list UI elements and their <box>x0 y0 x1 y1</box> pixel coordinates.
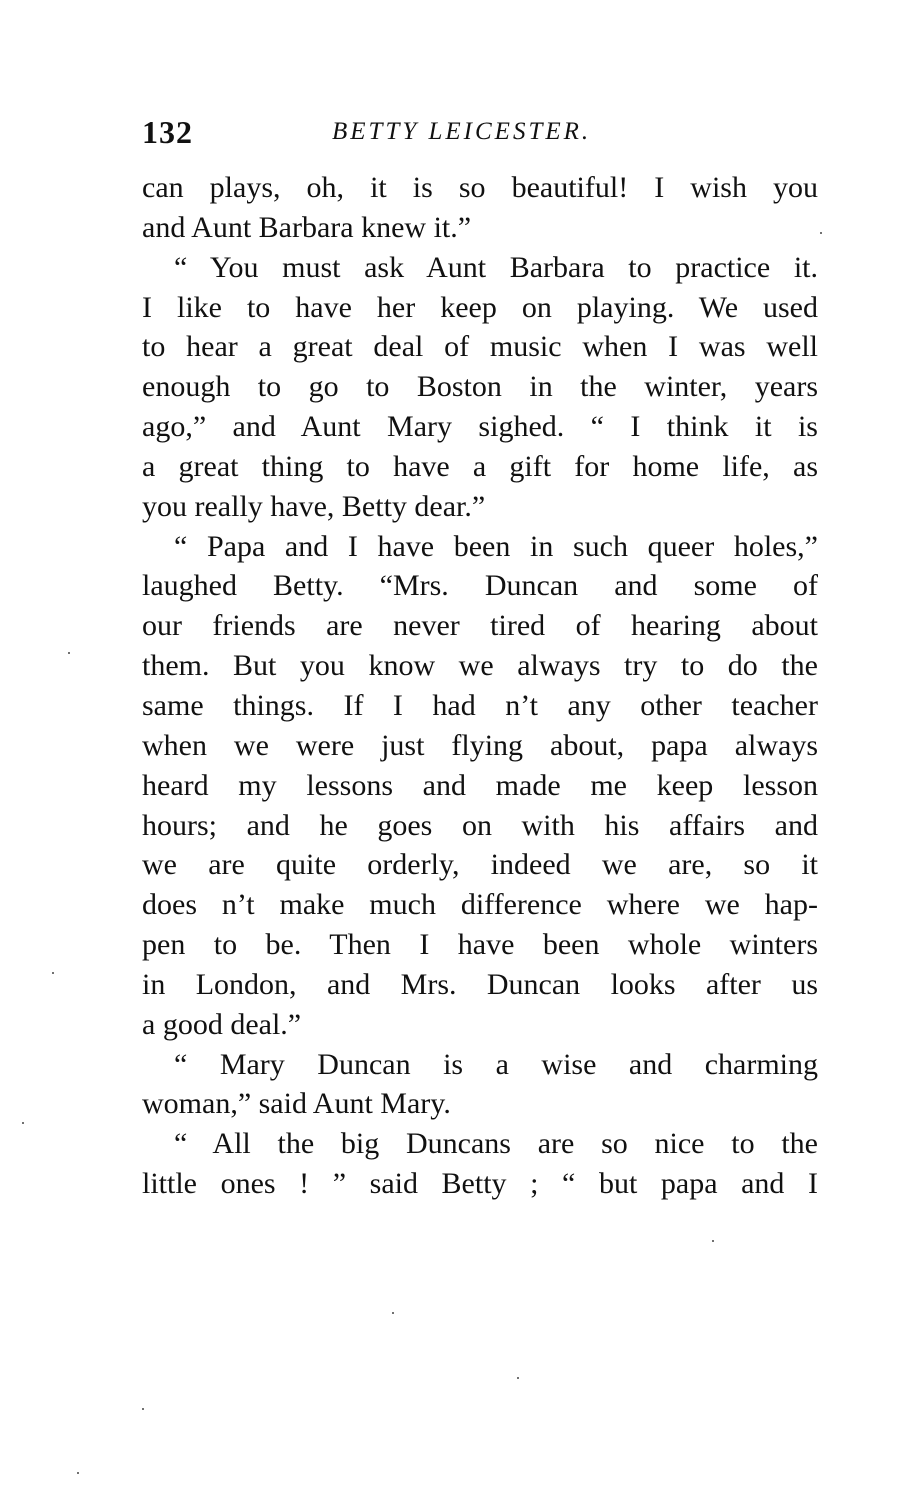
text-line: pen to be. Then I have been whole winters <box>142 928 818 962</box>
paper-speck <box>22 1122 24 1124</box>
text-line: ago,” and Aunt Mary sighed. “ I think it is <box>142 410 818 444</box>
paper-speck <box>392 1312 394 1314</box>
text-line: does n’t make much difference where we hap- <box>142 888 818 922</box>
text-line: you really have, Betty dear.” <box>142 489 486 523</box>
running-head <box>142 110 818 154</box>
text-line: “ Mary Duncan is a wise and charming <box>174 1047 818 1081</box>
paper-speck <box>820 232 822 234</box>
text-line: same things. If I had n’t any other teacher <box>142 688 818 722</box>
text-line: “ You must ask Aunt Barbara to practice it. <box>174 250 818 284</box>
text-line: when we were just flying about, papa always <box>142 728 818 762</box>
text-line: to hear a great deal of music when I was well <box>142 330 818 364</box>
text-line: woman,” said Aunt Mary. <box>142 1087 451 1121</box>
paper-speck <box>68 652 70 654</box>
page-number: 132 <box>142 114 193 150</box>
paper-speck <box>712 1240 714 1242</box>
body-text <box>142 168 818 1204</box>
text-line: I like to have her keep on playing. We used <box>142 290 818 324</box>
paper-speck <box>517 1377 519 1379</box>
text-line: a good deal.” <box>142 1007 302 1041</box>
text-line: hours; and he goes on with his affairs and <box>142 808 818 842</box>
paper-speck <box>77 1472 79 1474</box>
paper-speck <box>142 1408 144 1410</box>
text-line: a great thing to have a gift for home life, as <box>142 449 818 483</box>
text-line: can plays, oh, it is so beautiful! I wish you <box>142 171 818 204</box>
text-line: laughed Betty. “Mrs. Duncan and some of <box>142 569 818 603</box>
text-line: them. But you know we always try to do the <box>142 649 818 683</box>
text-line: our friends are never tired of hearing about <box>142 609 818 643</box>
text-line: in London, and Mrs. Duncan looks after us <box>142 967 818 1001</box>
running-title: BETTY LEICESTER. <box>332 118 592 145</box>
paper-speck <box>52 972 54 974</box>
text-line: “ Papa and I have been in such queer holes,” <box>174 529 818 563</box>
text-line: heard my lessons and made me keep lesson <box>142 768 818 802</box>
text-line: enough to go to Boston in the winter, years <box>142 370 818 404</box>
text-line: we are quite orderly, indeed we are, so it <box>142 848 818 882</box>
text-line: “ All the big Duncans are so nice to the <box>174 1127 818 1161</box>
text-line: little ones ! ” said Betty ; “ but papa and I <box>142 1167 818 1201</box>
text-line: and Aunt Barbara knew it.” <box>142 210 472 244</box>
